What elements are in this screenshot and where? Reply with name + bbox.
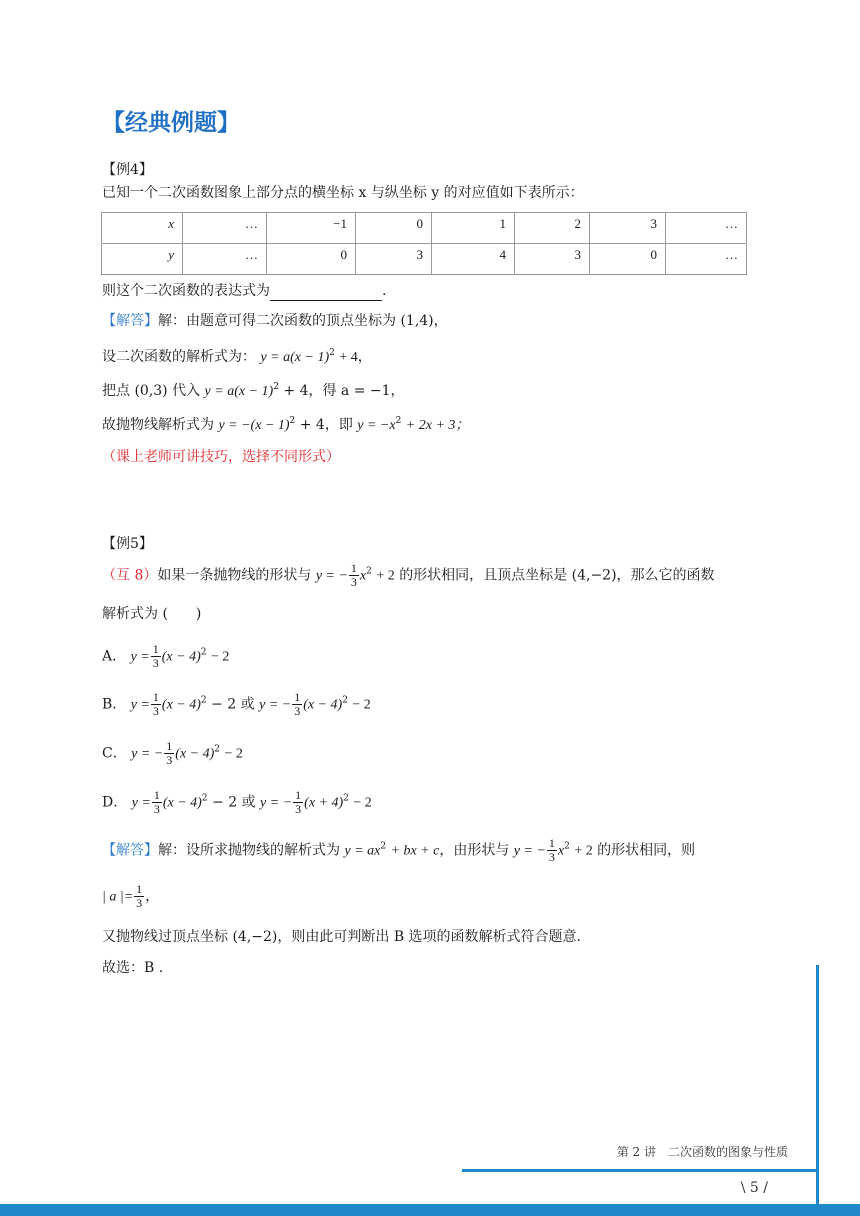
fraction: $\frac{1}{3}$ bbox=[136, 882, 143, 910]
fraction: $\frac{1}{3}$ bbox=[152, 642, 159, 670]
footer-rule bbox=[462, 1169, 817, 1172]
fraction: $\frac{1}{3}$ bbox=[294, 690, 301, 718]
table-cell: 3 bbox=[356, 244, 432, 275]
fraction: $\frac{1}{3}$ bbox=[350, 561, 357, 589]
example-5-solution-line-1: 【解答】解：设所求抛物线的解析式为 $y = ax^2$ + bx + c，由形状与 y = − $\frac{1}{3}$ $x^2 + 2$ 的形状相同，则 bbox=[102, 836, 696, 864]
table-cell: y bbox=[102, 244, 183, 275]
teacher-note: （课上老师可讲技巧，选择不同形式） bbox=[102, 449, 340, 465]
example-5-solution-line-2: | a |= $\frac{1}{3}$ ， bbox=[102, 882, 160, 910]
table-cell: 3 bbox=[515, 244, 590, 275]
answer-tag: 【解答】 bbox=[102, 313, 158, 329]
example-5-solution-line-3: 又抛物线过顶点坐标 (4,−2)，则由此可判断出 B 选项的函数解析式符合题意. bbox=[102, 929, 582, 945]
fraction: $\frac{1}{3}$ bbox=[153, 788, 160, 816]
table-cell: 4 bbox=[432, 244, 515, 275]
footer-title: 第 2 讲 二次函数的图象与性质 bbox=[616, 1145, 788, 1159]
example-4-label: 【例4】 bbox=[102, 162, 153, 178]
fraction: $\frac{1}{3}$ bbox=[548, 836, 555, 864]
example-4-ask: 则这个二次函数的表达式为 . bbox=[102, 283, 387, 299]
table-cell: … bbox=[666, 244, 747, 275]
option-b: B． y = $\frac{1}{3}$ $(x - 4)^2 - 2$ 或 y = − $\frac{1}{3}$ $(x - 4)^2 - 2$ bbox=[102, 690, 371, 718]
example-5-question: （互 8）如果一条抛物线的形状与 y = − $\frac{1}{3}$ $x^2 + 2$ 的形状相同，且顶点坐标是 (4,−2)，那么它的函数 bbox=[102, 561, 715, 589]
value-table bbox=[101, 212, 747, 275]
fraction: $\frac{1}{3}$ bbox=[152, 690, 159, 718]
table-cell: x bbox=[102, 213, 183, 244]
table-row bbox=[102, 213, 747, 244]
option-a: A． y = $\frac{1}{3}$ $(x - 4)^2 - 2$ bbox=[102, 642, 230, 670]
table-cell: −1 bbox=[267, 213, 356, 244]
option-d: D． y = $\frac{1}{3}$ $(x - 4)^2 - 2$ 或 y = − $\frac{1}{3}$ $(x + 4)^2 - 2$ bbox=[102, 788, 372, 816]
option-c: C． y = − $\frac{1}{3}$ $(x - 4)^2 - 2$ bbox=[102, 739, 243, 767]
example-4-solution-line-2: 设二次函数的解析式为： $y = a(x - 1)^2 + 4$， bbox=[102, 348, 372, 365]
table-cell: 0 bbox=[267, 244, 356, 275]
page-number: \ 5 / bbox=[740, 1180, 768, 1196]
answer-tag: 【解答】 bbox=[102, 842, 158, 859]
example-5-solution-line-4: 故选：B . bbox=[102, 960, 164, 976]
table-cell: 3 bbox=[590, 213, 666, 244]
table-cell: 0 bbox=[590, 244, 666, 275]
table-row bbox=[102, 244, 747, 275]
example-4-question: 已知一个二次函数图象上部分点的横坐标 x 与纵坐标 y 的对应值如下表所示： bbox=[102, 185, 584, 201]
table-cell: 1 bbox=[432, 213, 515, 244]
fraction: $\frac{1}{3}$ bbox=[295, 788, 302, 816]
example-5-question-line-2: 解析式为 ( ) bbox=[102, 606, 202, 622]
table-cell: … bbox=[666, 213, 747, 244]
answer-blank bbox=[270, 286, 382, 301]
source-tag: （互 8） bbox=[102, 567, 158, 584]
table-cell: … bbox=[183, 213, 267, 244]
example-5-label: 【例5】 bbox=[102, 536, 153, 552]
fraction: $\frac{1}{3}$ bbox=[166, 739, 173, 767]
table-cell: 0 bbox=[356, 213, 432, 244]
bottom-bar bbox=[0, 1204, 860, 1216]
example-4-solution-line-4: 故抛物线解析式为 $y = -(x - 1)^2 + 4$，即 $y = -x^2 + 2x + 3$； bbox=[102, 416, 470, 433]
section-heading: 【经典例题】 bbox=[102, 110, 240, 136]
example-4-solution-line-3: 把点 (0,3) 代入 $y = a(x - 1)^2 + 4$，得 a = −1， bbox=[102, 382, 405, 399]
table-cell: … bbox=[183, 244, 267, 275]
table-cell: 2 bbox=[515, 213, 590, 244]
example-4-solution-line-1: 【解答】解：由题意可得二次函数的顶点坐标为 (1,4)， bbox=[102, 313, 448, 329]
